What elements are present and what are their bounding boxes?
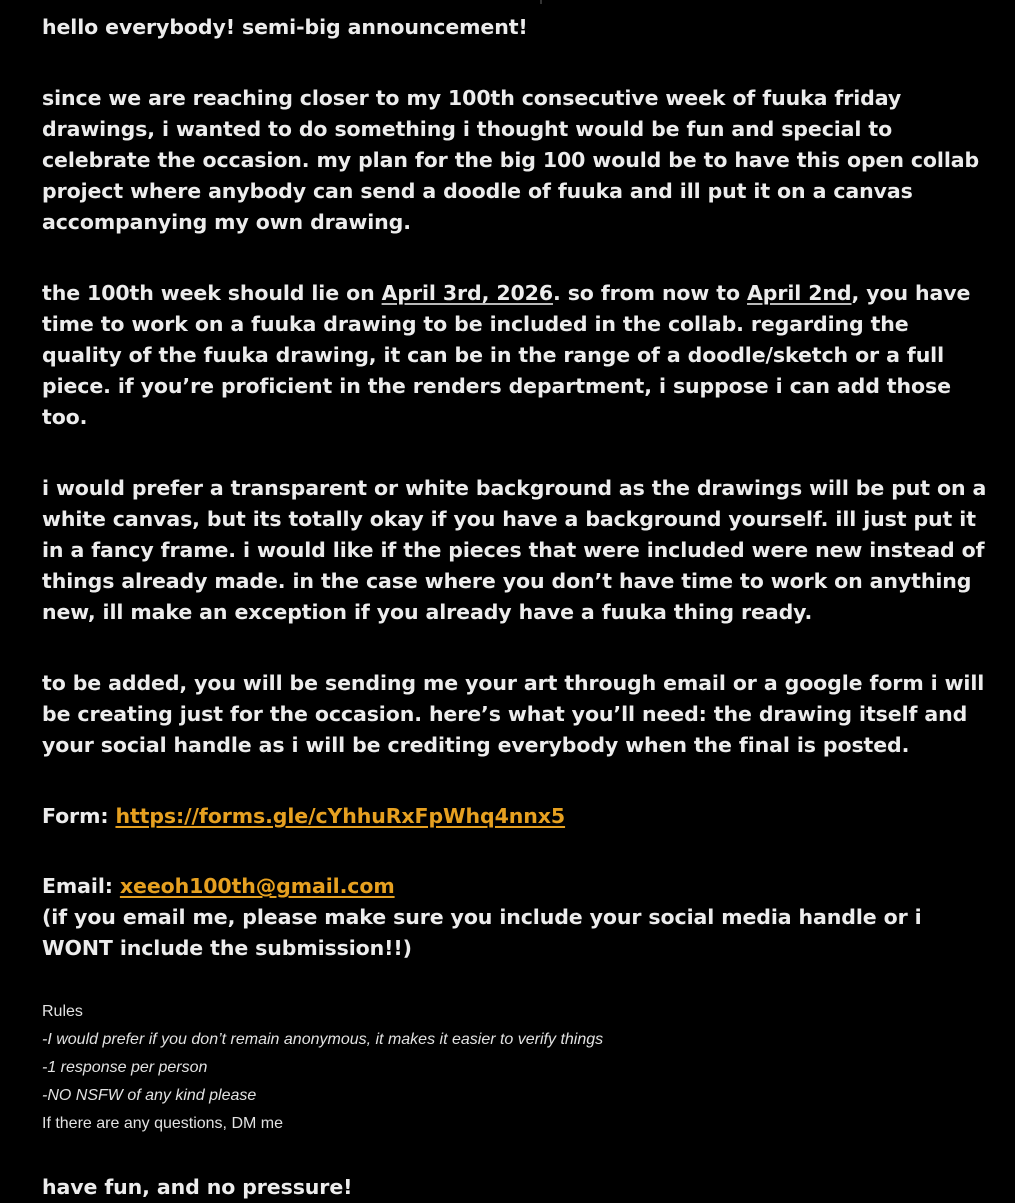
dates-text-after: , you have time to work on a fuuka drawing to be included in the collab. regarding the quality of the fuuka drawing, it can be in the range of a doodle/sketch or a full piece. if you’re proficient in the renders department, i suppose i can add those too. bbox=[42, 281, 971, 429]
rule-item: -I would prefer if you don’t remain anonymous, it makes it easier to verify things bbox=[42, 1031, 604, 1048]
form-label: Form: bbox=[42, 804, 116, 828]
email-link[interactable]: xeeoh100th@gmail.com bbox=[119, 874, 395, 898]
rules-section bbox=[42, 998, 987, 1138]
date-april-3rd-2026[interactable]: April 3rd, 2026 bbox=[381, 281, 553, 305]
form-line bbox=[42, 801, 987, 832]
date-april-2nd[interactable]: April 2nd bbox=[747, 281, 852, 305]
closing-line: have fun, and no pressure! bbox=[42, 1175, 353, 1199]
announcement-document bbox=[42, 12, 987, 1203]
top-edge-mark bbox=[540, 0, 542, 4]
spacer bbox=[42, 433, 987, 473]
dates-text-before: the 100th week should lie on bbox=[42, 281, 382, 305]
form-link[interactable]: https://forms.gle/cYhhuRxFpWhq4nnx5 bbox=[115, 804, 566, 828]
paragraph-intro: since we are reaching closer to my 100th consecutive week of fuuka friday drawings, i wanted to do something i thought would be fun and special to celebrate the occasion. my plan for the big 100 would be to have this open collab project where anybody can send a doodle of fuuka and ill put it on a canvas accompanying my own drawing. bbox=[42, 86, 980, 234]
spacer bbox=[42, 238, 987, 278]
spacer bbox=[42, 43, 987, 83]
paragraph-background: i would prefer a transparent or white background as the drawings will be put on a white canvas, but its totally okay if you have a background yourself. ill just put it in a fancy frame. i would like if the pieces that were included were new instead of things already made. in the case where you don’t have time to work on anything new, ill make an exception if you already have a fuuka thing ready. bbox=[42, 476, 987, 624]
email-label: Email: bbox=[42, 874, 120, 898]
dates-text-mid: . so from now to bbox=[552, 281, 748, 305]
paragraph-submission: to be added, you will be sending me your art through email or a google form i will be creating just for the occasion. here’s what you’ll need: the drawing itself and your social handle as i will be crediting everybody when the final is posted. bbox=[42, 671, 985, 757]
spacer bbox=[42, 761, 987, 801]
rule-item: -NO NSFW of any kind please bbox=[42, 1087, 257, 1104]
email-line bbox=[42, 871, 987, 902]
rule-item: -1 response per person bbox=[42, 1059, 208, 1076]
email-note: (if you email me, please make sure you include your social media handle or i WONT include the submission!!) bbox=[42, 905, 922, 960]
spacer bbox=[42, 832, 987, 871]
paragraph-dates bbox=[42, 278, 987, 433]
rules-footer: If there are any questions, DM me bbox=[42, 1115, 283, 1132]
spacer bbox=[42, 628, 987, 668]
rules-heading: Rules bbox=[42, 1003, 83, 1020]
greeting-heading: hello everybody! semi-big announcement! bbox=[42, 15, 528, 39]
